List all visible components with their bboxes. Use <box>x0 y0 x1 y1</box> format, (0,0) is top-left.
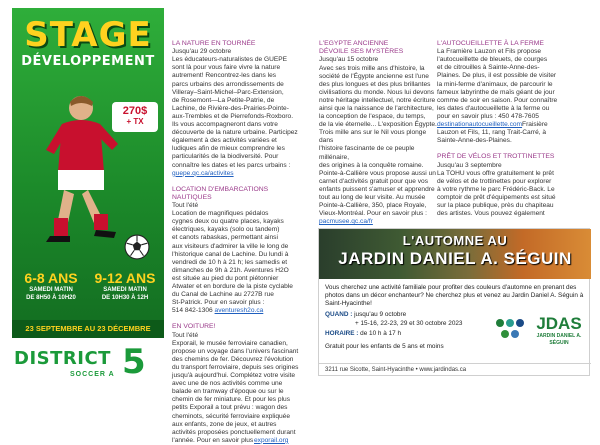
section-link[interactable]: exporail.org <box>254 436 289 444</box>
soccer-player-illustration <box>26 90 126 265</box>
tree-icon <box>506 319 514 327</box>
logo-number: 5 <box>122 342 146 382</box>
text-line: l'année. Pour en savoir plus <box>172 436 254 444</box>
phone-number: 514 842-1306 <box>172 307 213 315</box>
horaire-value: de 10 h à 17 h <box>360 330 402 337</box>
text-line: Lachine, de Rivière-des-Prairies-Pointe- <box>172 104 289 112</box>
section-body <box>172 332 308 445</box>
text-line: Exporail, le musée ferroviaire canadien, <box>172 339 288 347</box>
column-2 <box>319 40 437 226</box>
free-note: Gratuit pour les enfants de 5 ans et moins <box>325 343 444 350</box>
text-line: Tout l'été <box>172 202 199 210</box>
ad-subtitle: DÉVELOPPEMENT <box>21 54 155 69</box>
section-heading: L'AUTOCUEILLETTE À LA FERME <box>437 40 544 47</box>
section-body <box>172 48 308 169</box>
text-line: Trois mille ans sur le Nil vous plonge dans <box>319 129 427 145</box>
text-line: dimanches de 9h à 21h. Aventures H2O <box>172 266 289 274</box>
text-line: particularités de la biodiversité. Pour <box>172 153 279 161</box>
text-line: aux visiteurs d'admirer la ville le long de <box>172 242 289 250</box>
text-line: notre héritage intellectuel, notre écriture <box>319 96 436 104</box>
stage-ad[interactable] <box>12 8 164 338</box>
ad-title-line-1: L'AUTOMNE AU <box>402 233 508 248</box>
text-line: des artistes. Vous pouvez également <box>437 210 545 218</box>
text-line: cygnes deux ou quatre places, kayaks <box>172 218 284 226</box>
text-line: la conception de l'espace, du temps, <box>319 113 426 121</box>
text-line: carnet d'activités gratuit pour que vos <box>319 177 429 185</box>
text-line: activités proposées ponctuellement durant <box>172 428 296 436</box>
text-line: jusqu'à aujourd'hui. Complétez votre visite <box>172 372 296 380</box>
text-line: fameux labyrinthe de maïs géant de jour <box>437 88 555 96</box>
text-line: petits Exporail a tout prévu : wagon des <box>172 404 288 412</box>
text-line: Sainte-Anne-des-Plaines. <box>437 137 512 145</box>
quand-row-2 <box>355 320 462 328</box>
text-line: Vieux-Montréal. Pour en savoir plus : <box>319 210 427 218</box>
district5-logo[interactable] <box>14 344 164 388</box>
text-line: Jusqu'au 29 octobre <box>172 48 232 56</box>
text-line: du Canal de Lachine au 2727B rue <box>172 291 274 299</box>
text-line: l'autocueillette de bleuets, de courges <box>437 56 548 64</box>
text-line: Avec ses trois mille ans d'histoire, la <box>319 64 425 72</box>
text-line: ainsi que la naissance de l'architecture, <box>319 104 434 112</box>
text-line: Ils vous accompagneront dans votre <box>172 121 278 129</box>
text-line: connaître les dates et les parcs urbains : <box>172 161 291 169</box>
text-line: enfants puissent s'amuser et apprendre <box>319 185 435 193</box>
text-line: La Framière Lauzon et Fils propose <box>437 48 542 56</box>
text-line: sont là pour vous faire vivre la nature <box>172 64 281 72</box>
text-line: cheminots, sécurité ferroviaire expliquée <box>172 412 291 420</box>
age-time: DE 10H30 À 12H <box>101 295 149 301</box>
text-line: autrement! Rencontrez-les dans les <box>172 72 277 80</box>
age-group-1 <box>14 270 88 302</box>
text-line: Jusqu'au 3 septembre <box>437 161 502 169</box>
section-heading: LOCATION D'EMBARCATIONS <box>172 185 269 193</box>
text-line: chemin de fer miniature. Et pour les plus <box>172 396 291 404</box>
text-line: et de citrouilles à Sainte-Anne-des- <box>437 64 540 72</box>
section-heading: NAUTIQUES <box>172 193 212 201</box>
text-line: également à des activités variées et <box>172 137 277 145</box>
text-line: Location de magnifiques pédalos <box>172 210 269 218</box>
section-link[interactable]: pacmusee.qc.ca/fr <box>319 218 373 226</box>
text-line: La TOHU vous offre gratuitement le prêt <box>437 169 554 177</box>
section-link[interactable]: guepe.qc.ca/activites <box>172 169 234 177</box>
ad-dates: 23 SEPTEMBRE AU 23 DÉCEMBRE <box>12 320 164 338</box>
text-line: Tout l'été <box>172 331 199 339</box>
water-icon <box>511 330 519 338</box>
age-time: DE 8H50 À 10H20 <box>26 295 76 301</box>
text-line: des plus longues et des plus brillantes <box>319 80 431 88</box>
section-body <box>437 48 592 121</box>
column-1 <box>172 40 308 445</box>
jardin-ad[interactable] <box>318 228 590 376</box>
text-line: électriques, kayaks (solo ou tandem) <box>172 226 280 234</box>
leaf-icon <box>501 330 509 338</box>
text-line: à votre rythme le parc Frédéric-Back. Le <box>437 185 555 193</box>
section-body <box>437 129 592 145</box>
text-line: parcs urbains des arrondissements de <box>172 80 284 88</box>
text-line: découverte de la nature urbaine. Participez <box>172 129 298 137</box>
age-day: SAMEDI MATIN <box>103 287 147 293</box>
text-line: Jusqu'au 15 octobre <box>319 56 379 64</box>
text-line: sur la place publique, près du chapiteau <box>437 202 554 209</box>
section-heading: L'EGYPTE ANCIENNE <box>319 40 389 47</box>
section-link[interactable]: destinationautocueillette.com <box>437 121 523 129</box>
text-line: ludiques afin de mieux comprendre les <box>172 145 285 153</box>
flower-icon <box>496 319 504 327</box>
text-line: l'historique canal de Lachine. Du lundi à <box>172 250 289 258</box>
age-label: 6-8 ANS <box>24 270 78 286</box>
text-line: société de l'Égypte ancienne est l'une <box>319 72 429 80</box>
ad-footer: 3211 rue Sicotte, Saint-Hyacinthe • www.jardindas.ca <box>319 363 591 377</box>
text-line: Atwater et en bordure de la piste cyclable <box>172 283 293 291</box>
ad-description: Vous cherchez une activité familiale pour profiter des couleurs d'automne en prenant des photos dans un décor enchanteur? Ne cherchez plus et venez au Jardin Daniel A. Séguin à Saint-Hyacinthe! <box>325 284 584 307</box>
text-line: de vélos et de trottinettes pour explorer <box>437 177 552 185</box>
jdas-logo <box>529 315 589 347</box>
section-body <box>172 202 308 307</box>
logo-sub: JARDIN DANIEL A. SÉGUIN <box>536 333 582 346</box>
text-line: l'histoire fascinante de ce peuple millénaire, <box>319 145 415 161</box>
text-line: la mini-ferme d'animaux, de parcourir le <box>437 80 553 88</box>
section-heading: EN VOITURE! <box>172 323 216 331</box>
text-line: propose un voyage dans l'univers fascinant <box>172 347 299 355</box>
soccer-ball-icon <box>124 234 150 260</box>
age-day: SAMEDI MATIN <box>29 287 73 293</box>
section-link[interactable]: aventuresh2o.ca <box>214 307 264 315</box>
text-line: Pointe-à-Callière vous propose aussi un <box>319 169 436 177</box>
text-line: des origines à la conquête romaine. <box>319 161 424 169</box>
price-tax: + TX <box>126 117 144 126</box>
section-body <box>319 56 437 218</box>
quand-row <box>325 311 406 319</box>
activity-icons <box>496 319 532 343</box>
logo-name: DISTRICT <box>14 348 111 369</box>
bird-icon <box>516 319 524 327</box>
text-line: comptoir de prêt d'équipements est situé <box>437 193 556 201</box>
text-line: St-Patrick. Pour en savoir plus : <box>172 299 265 307</box>
text-line: Plaines. De plus, il est possible de visiter <box>437 72 557 80</box>
text-line: tout au long de leur visite. Au musée <box>319 194 426 201</box>
horaire-row <box>325 330 401 338</box>
text-line: Pointe-à-Callière, 350, place Royale, <box>319 202 427 210</box>
age-group-2 <box>88 270 162 302</box>
text-line: balade en tramway d'époque ou sur le <box>172 388 284 396</box>
section-heading: LA NATURE EN TOURNÉE <box>172 40 256 47</box>
text-line: du transport ferroviaire, depuis ses origines <box>172 364 299 371</box>
column-3 <box>437 40 592 218</box>
text-line: vendredi de 10 h à 21 h; les samedis et <box>172 258 288 266</box>
price-amount: 270$ <box>122 105 148 117</box>
farm-name: Fraisière <box>522 121 548 129</box>
text-line: Lauzon et Fils, 11, rang Trait-Carré, à <box>437 129 547 137</box>
text-line: aux-Trembles et de Pierrefonds-Roxboro. <box>172 112 294 120</box>
text-line: de Rosemont—La Petite-Patrie, de <box>172 96 275 104</box>
section-heading: PRÊT DE VÉLOS ET TROTTINETTES <box>437 153 555 161</box>
horaire-label: HORAIRE : <box>325 330 359 337</box>
quand-label: QUAND : <box>325 311 353 318</box>
age-label: 9-12 ANS <box>94 270 156 286</box>
text-line: et canots rabaskas, permettant ainsi <box>172 234 278 242</box>
text-line: de la vie éternelle... L'exposition Égypte. <box>319 121 437 129</box>
ad-title-line-2: JARDIN DANIEL A. SÉGUIN <box>338 249 572 268</box>
text-line: est située au pied du pont piétonnier <box>172 274 279 282</box>
text-line: civilisations du monde. Nous lui devons <box>319 88 435 96</box>
text-line: Villeray–Saint-Michel–Parc-Extension, <box>172 88 284 96</box>
section-heading: DÉVOILE SES MYSTÈRES <box>319 48 404 56</box>
logo-text: JDAS <box>536 314 582 333</box>
text-line: Les éducateurs-naturalistes de GUEPE <box>172 56 288 64</box>
text-line: aux enfants, zone de jeux, et autres <box>172 420 277 428</box>
section-body <box>437 162 592 219</box>
text-line: avec une de nos activités comme une <box>172 380 283 388</box>
text-line: des chemins de fer. Découvrez l'évolution <box>172 355 294 363</box>
quand-value-2: + 15-16, 22-23, 29 et 30 octobre 2023 <box>355 320 463 327</box>
text-line: comme de soir en saison. Pour connaître <box>437 96 558 104</box>
ad-title: STAGE <box>24 15 152 55</box>
text-line: pour en savoir plus : 450 478-7605 <box>437 112 539 120</box>
price-badge <box>112 102 158 132</box>
logo-sub: SOCCER A <box>70 371 115 378</box>
quand-value: jusqu'au 9 octobre <box>354 311 407 318</box>
text-line: les dates d'autocueillette à la ferme ou <box>437 104 550 112</box>
